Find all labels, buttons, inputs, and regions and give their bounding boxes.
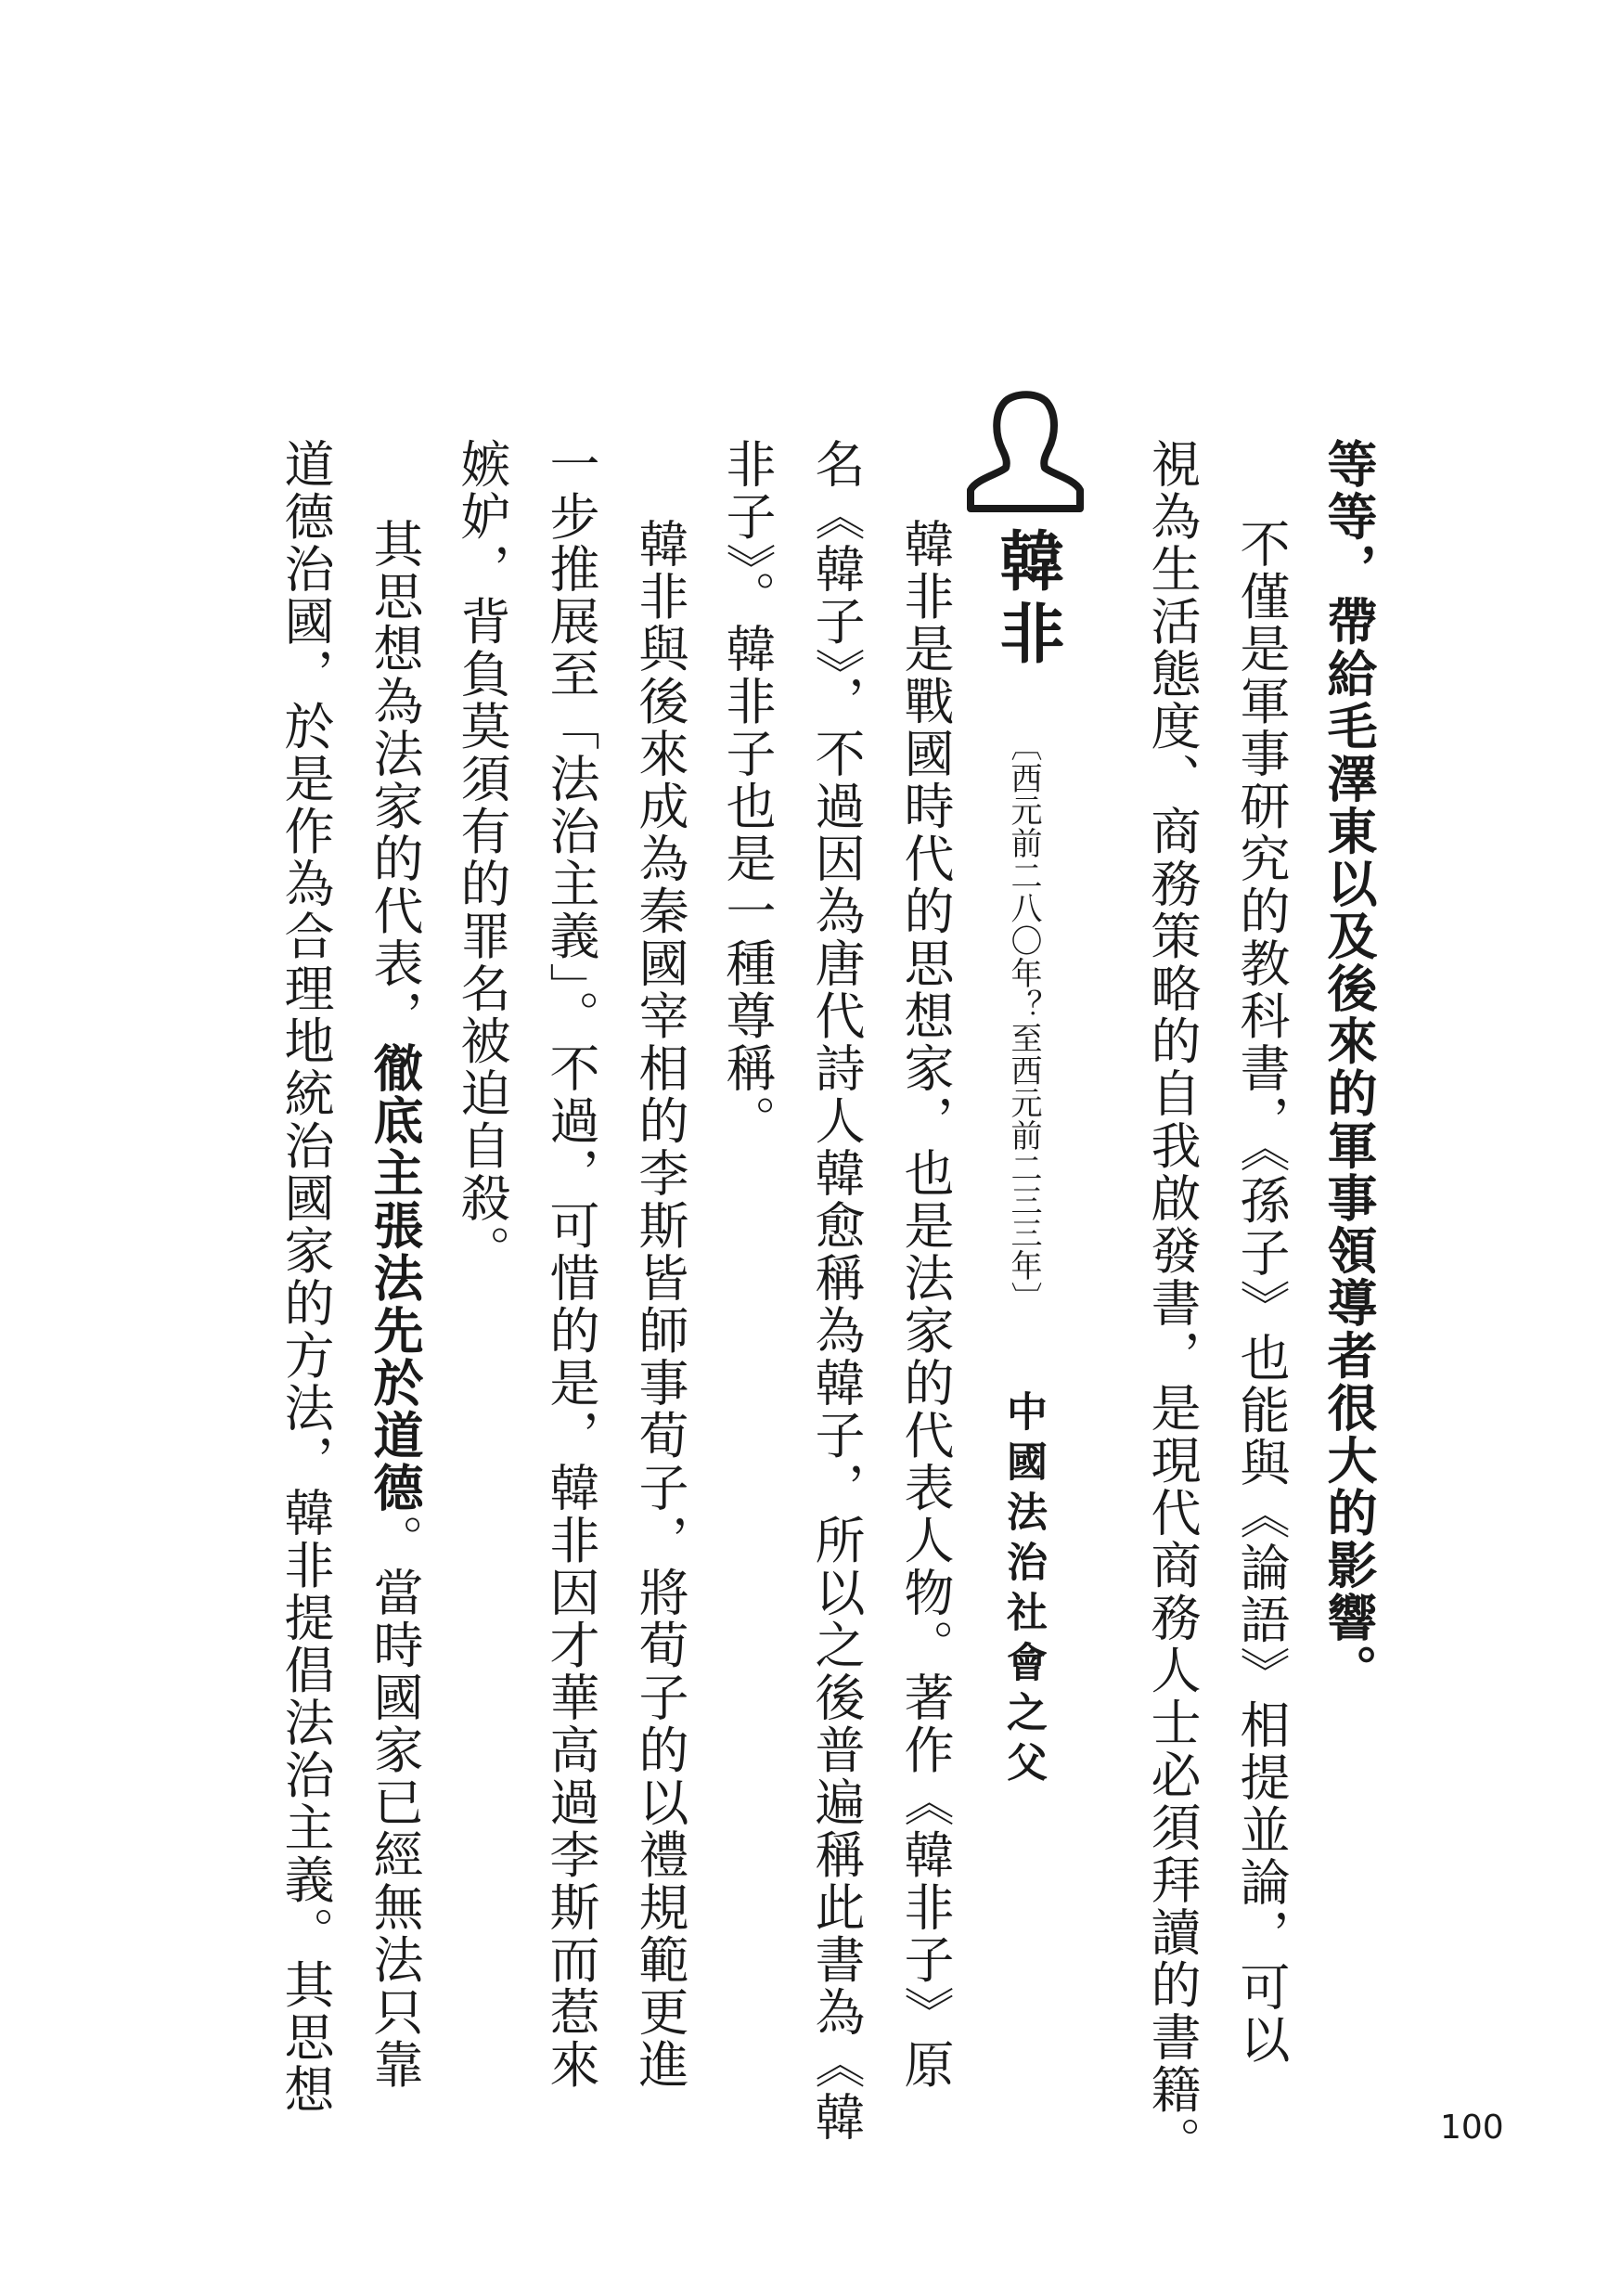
- paragraph-1-line-1: 等等，帶給毛澤東以及後來的軍事領導者很大的影響。: [1319, 438, 1378, 1696]
- person-silhouette-icon: [965, 390, 1086, 514]
- paragraph-5-line-2: 道德治國，於是作為合理地統治國家的方法，韓非提倡法治主義。其思想: [277, 438, 335, 2116]
- paragraph-5-line-1: [366, 518, 424, 2091]
- paragraph-3-line-3: 非子》。韓非子也是一種尊稱。: [718, 438, 777, 1147]
- paragraph-5-line-1-end: 。當時國家已經無法只靠: [366, 1514, 424, 2091]
- person-name-heading: 韓非: [989, 527, 1065, 672]
- paragraph-4-line-2: 一步推展至「法治主義」。不過，可惜的是，韓非因才華高過李斯而惹來: [542, 438, 600, 2091]
- page-number: 100: [1440, 2109, 1504, 2147]
- paragraph-4-line-3: 嫉妒，背負莫須有的罪名被迫自殺。: [453, 438, 511, 1277]
- paragraph-3-line-1: 韓非是戰國時代的思想家，也是法家的代表人物。著作《韓非子》原: [896, 518, 955, 2091]
- paragraph-4-line-1: 韓非與後來成為秦國宰相的李斯皆師事荀子，將荀子的以禮規範更進: [631, 518, 689, 2091]
- paragraph-2-line-1: 不僅是軍事研究的教科書，《孫子》也能與《論語》相提並論，可以: [1232, 518, 1291, 2066]
- paragraph-3-line-2: 名《韓子》，不過因為唐代詩人韓愈稱為韓子，所以之後普遍稱此書為《韓: [807, 438, 866, 2144]
- paragraph-5-line-1-start: 其思想為法家的代表，: [366, 518, 424, 1042]
- person-dates: 〔西元前二八〇年？至西元前二三三年〕: [1005, 729, 1042, 1314]
- paragraph-5-line-1-emphasis: 徹底主張法先於道德: [366, 1042, 424, 1515]
- paragraph-2-line-2: 視為生活態度、商務策略的自我啟發書，是現代商務人士必須拜讀的書籍。: [1143, 438, 1202, 2169]
- person-epithet: 中國法治社會之父: [999, 1390, 1047, 1791]
